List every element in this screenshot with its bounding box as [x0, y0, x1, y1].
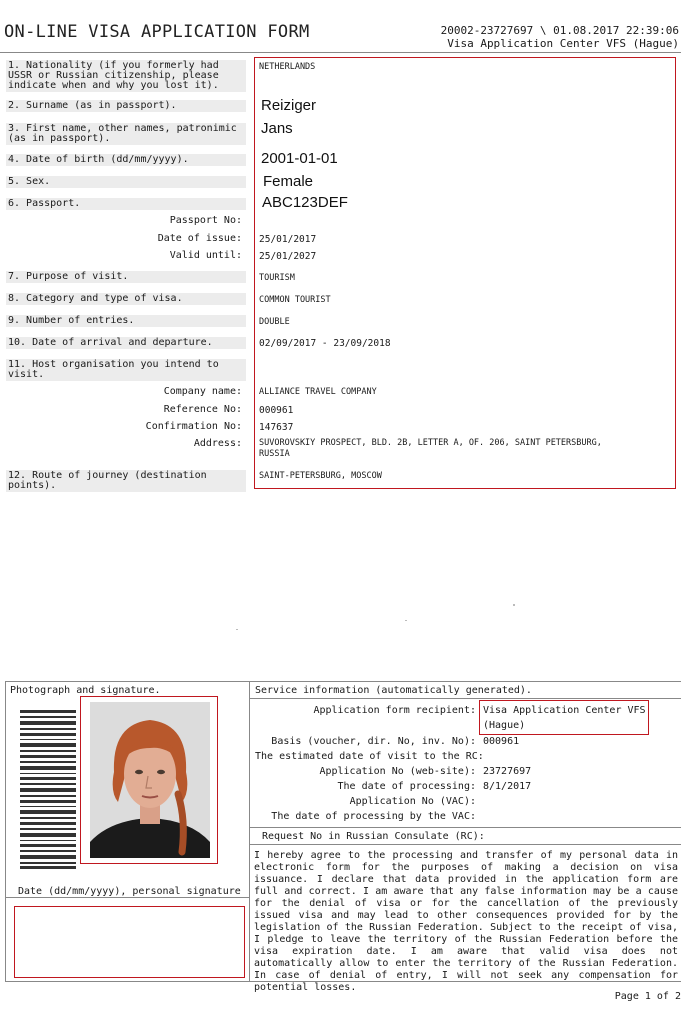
date-of-birth-label: 4. Date of birth (dd/mm/yyyy). [6, 154, 246, 166]
web-application-no-label: Application No (web-site): [319, 766, 476, 777]
passport-no-label: Passport No: [169, 215, 242, 226]
bottom-top-border [5, 681, 681, 682]
recipient-value-line2: (Hague) [483, 720, 526, 731]
passport-value: ABC123DEF [262, 194, 348, 211]
sex-value: Female [263, 173, 314, 190]
web-application-no-value: 23727697 [483, 766, 532, 777]
nationality-value: NETHERLANDS [259, 62, 316, 72]
surname-label: 2. Surname (as in passport). [6, 100, 246, 112]
surname-value: Reiziger [261, 97, 317, 114]
applicant-photo [90, 702, 210, 858]
reference-no-label: Reference No: [163, 404, 242, 415]
company-name-value: ALLIANCE TRAVEL COMPANY [259, 387, 377, 397]
bottom-middle-border [249, 681, 250, 982]
application-reference: 20002-23727697 \ 01.08.2017 22:39:06 [440, 24, 679, 37]
form-title: ON-LINE VISA APPLICATION FORM [4, 22, 310, 42]
header-divider [0, 52, 681, 53]
request-bottom-divider [250, 844, 681, 845]
visa-category-label: 8. Category and type of visa. [6, 293, 246, 305]
first-name-label: 3. First name, other names, patronimic (as in passport). [6, 123, 246, 145]
nationality-label: 1. Nationality (if you formerly had USSR or Russian citizenship, please indicate when and why you lost it). [6, 60, 246, 92]
route-label: 12. Route of journey (destination points). [6, 470, 246, 492]
page-number: Page 1 of 2 [614, 991, 681, 1002]
scan-speck [405, 620, 407, 621]
vac-processing-date-label: The date of processing by the VAC: [271, 811, 476, 822]
valid-until-value: 25/01/2027 [259, 251, 317, 262]
first-name-value: Jans [261, 120, 293, 137]
date-signature-label: Date (dd/mm/yyyy), personal signature [18, 886, 241, 897]
scan-speck [513, 604, 515, 606]
arrival-departure-value: 02/09/2017 - 23/09/2018 [259, 338, 391, 349]
reference-no-value: 000961 [259, 405, 294, 416]
photo-signature-title: Photograph and signature. [10, 685, 161, 696]
date-of-birth-value: 2001-01-01 [261, 150, 338, 167]
passport-label: 6. Passport. [6, 198, 246, 210]
valid-until-label: Valid until: [169, 250, 242, 261]
entries-value: DOUBLE [259, 317, 290, 327]
visa-category-value: COMMON TOURIST [259, 295, 331, 305]
arrival-departure-label: 10. Date of arrival and departure. [6, 337, 246, 349]
service-divider [250, 698, 681, 699]
processing-date-label: The date of processing: [337, 781, 476, 792]
date-of-issue-label: Date of issue: [157, 233, 242, 244]
address-label: Address: [193, 438, 242, 449]
answers-highlight-frame [254, 57, 676, 489]
sex-label: 5. Sex. [6, 176, 246, 188]
confirmation-no-label: Confirmation No: [145, 421, 242, 432]
request-top-divider [250, 827, 681, 828]
signature-box [14, 906, 245, 978]
bottom-left-border [5, 681, 6, 982]
date-of-issue-value: 25/01/2017 [259, 234, 317, 245]
signature-divider [5, 897, 249, 898]
declaration-text: I hereby agree to the processing and transfer of my personal data in electronic form for the purposes of making a decision on visa issuance. I declare that data provided in the application form are full and correct. I am aware that any false information may be a cause for the denial of visa or for the cancellation of the previously issued visa and may lead to other consequences provided for by the legislation of the Russian Federation. Subject to the receipt of visa, I pledge to leave the territory of the Russian Federation before the visa expiration date. I am aware that valid visa does not automatically allow to enter the territory of the Russian Federation. In case of denial of entry, I will not seek any compensation for potential losses. [254, 850, 678, 993]
host-organisation-label: 11. Host organisation you intend to visit. [6, 359, 246, 381]
recipient-value-line1: Visa Application Center VFS [483, 705, 646, 716]
purpose-label: 7. Purpose of visit. [6, 271, 246, 283]
address-value-line2: RUSSIA [259, 449, 290, 459]
company-name-label: Company name: [163, 386, 242, 397]
service-info-title: Service information (automatically generated). [255, 685, 532, 696]
consulate-request-label: Request No in Russian Consulate (RC): [262, 831, 485, 842]
processing-date-value: 8/1/2017 [483, 781, 532, 792]
basis-value: 000961 [483, 736, 520, 747]
barcode [20, 710, 76, 870]
entries-label: 9. Number of entries. [6, 315, 246, 327]
vac-application-no-label: Application No (VAC): [349, 796, 476, 807]
route-value: SAINT-PETERSBURG, MOSCOW [259, 471, 382, 481]
purpose-value: TOURISM [259, 273, 295, 283]
basis-label: Basis (voucher, dir. No, inv. No): [271, 736, 476, 747]
estimated-visit-label: The estimated date of visit to the RC: [255, 751, 484, 762]
visa-center-name: Visa Application Center VFS (Hague) [447, 37, 679, 50]
recipient-label: Application form recipient: [313, 705, 476, 716]
address-value-line1: SUVOROVSKIY PROSPECT, BLD. 2B, LETTER A, OF. 206, SAINT PETERSBURG, [259, 438, 602, 448]
confirmation-no-value: 147637 [259, 422, 294, 433]
scan-speck [236, 629, 238, 630]
